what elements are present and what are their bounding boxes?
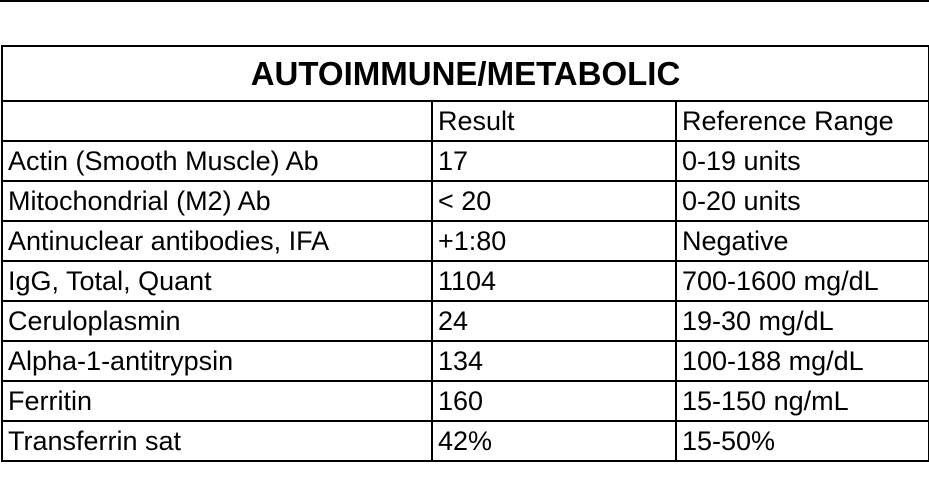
test-result: 42% xyxy=(432,421,676,461)
test-reference-range: 15-150 ng/mL xyxy=(676,381,929,421)
test-name: Alpha-1-antitrypsin xyxy=(2,341,432,381)
table-row xyxy=(2,381,929,421)
test-name: Ferritin xyxy=(2,381,432,421)
header-reference-range: Reference Range xyxy=(676,101,929,141)
table-title-row xyxy=(2,46,929,101)
header-result: Result xyxy=(432,101,676,141)
header-row xyxy=(2,101,929,141)
lab-results-table xyxy=(1,45,929,462)
test-name: Mitochondrial (M2) Ab xyxy=(2,181,432,221)
test-reference-range: 100-188 mg/dL xyxy=(676,341,929,381)
test-result: 134 xyxy=(432,341,676,381)
test-name: Ceruloplasmin xyxy=(2,301,432,341)
test-result: +1:80 xyxy=(432,221,676,261)
test-result: 24 xyxy=(432,301,676,341)
table-title: AUTOIMMUNE/METABOLIC xyxy=(2,46,929,101)
table-row xyxy=(2,221,929,261)
test-result: 160 xyxy=(432,381,676,421)
test-reference-range: 19-30 mg/dL xyxy=(676,301,929,341)
table-row xyxy=(2,141,929,181)
test-reference-range: 0-20 units xyxy=(676,181,929,221)
test-name: Antinuclear antibodies, IFA xyxy=(2,221,432,261)
test-name: IgG, Total, Quant xyxy=(2,261,432,301)
test-name: Actin (Smooth Muscle) Ab xyxy=(2,141,432,181)
table-row xyxy=(2,341,929,381)
top-divider xyxy=(0,0,929,2)
test-name: Transferrin sat xyxy=(2,421,432,461)
test-result: 17 xyxy=(432,141,676,181)
header-test xyxy=(2,101,432,141)
table-row xyxy=(2,181,929,221)
table-row xyxy=(2,261,929,301)
test-reference-range: 700-1600 mg/dL xyxy=(676,261,929,301)
table-row xyxy=(2,421,929,461)
test-reference-range: 0-19 units xyxy=(676,141,929,181)
test-reference-range: Negative xyxy=(676,221,929,261)
table-row xyxy=(2,301,929,341)
test-reference-range: 15-50% xyxy=(676,421,929,461)
test-result: 1104 xyxy=(432,261,676,301)
test-result: < 20 xyxy=(432,181,676,221)
